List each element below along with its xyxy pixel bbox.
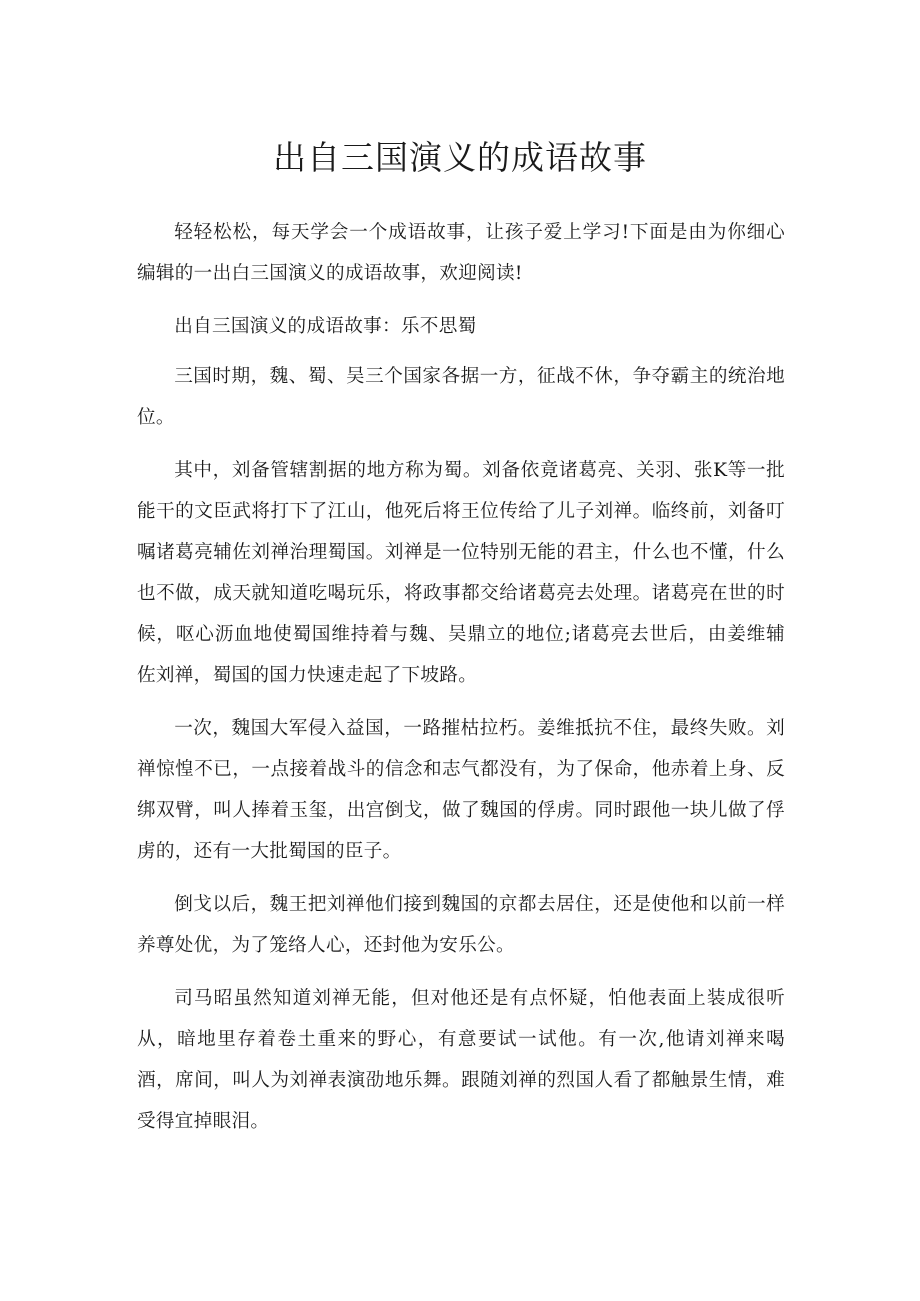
document-title: 出自三国演义的成语故事	[273, 138, 647, 177]
document-body	[137, 212, 785, 1154]
paragraph-intro: 轻轻松松，每天学会一个成语故事，让孩子爱上学习!下面是由为你细心编辑的一出白三国演义的成语故事，欢迎阅读!	[137, 222, 785, 284]
paragraph-sima-zhao: 司马昭虽然知道刘禅无能，但对他还是有点怀疑，怕他表面上装成很听从，暗地里存着卷土重来的野心，有意要试一试他。有一次,他请刘禅来喝酒，席间，叫人为刘禅表演劭地乐舞。跟随刘禅的烈国人看了都触景生情，难受得宜掉眼泪。	[137, 988, 785, 1132]
paragraph-anle-gong: 倒戈以后，魏王把刘禅他们接到魏国的京都去居住，还是使他和以前一样养尊处优，为了笼络人心，还封他为安乐公。	[137, 894, 785, 956]
paragraph-surrender: 一次，魏国大军侵入益国，一路摧枯拉朽。姜维抵抗不住，最终失败。刘禅惊惶不已，一点接着战斗的信念和志气都没有，为了保命，他赤着上身、反绑双臂，叫人捧着玉玺，出宫倒戈，做了魏国的俘虏。同时跟他一块儿做了俘虏的，还有一大批蜀国的臣子。	[137, 718, 785, 862]
paragraph-liu-bei: 其中，刘备管辖割据的地方称为蜀。刘备依竟诸葛亮、关羽、张K等一批能干的文臣武将打下了江山，他死后将王位传给了儿子刘禅。临终前，刘备叮嘱诸葛亮辅佐刘禅治理蜀国。刘禅是一位特别无能的君主，什么也不懂，什么也不做，成天就知道吃喝玩乐，将政事都交给诸葛亮去处理。诸葛亮在世的时候，呕心沥血地使蜀国维持着与魏、吴鼎立的地位;诸葛亮去世后，由姜维辅佐刘禅，蜀国的国力快速走起了下坡路。	[137, 460, 785, 686]
paragraph-three-kingdoms: 三国时期，魏、蜀、吴三个国家各据一方，征战不休，争夺霸主的统治地位。	[137, 366, 785, 428]
paragraph-subtitle: 出自三国演义的成语故事：乐不思蜀	[174, 316, 477, 337]
